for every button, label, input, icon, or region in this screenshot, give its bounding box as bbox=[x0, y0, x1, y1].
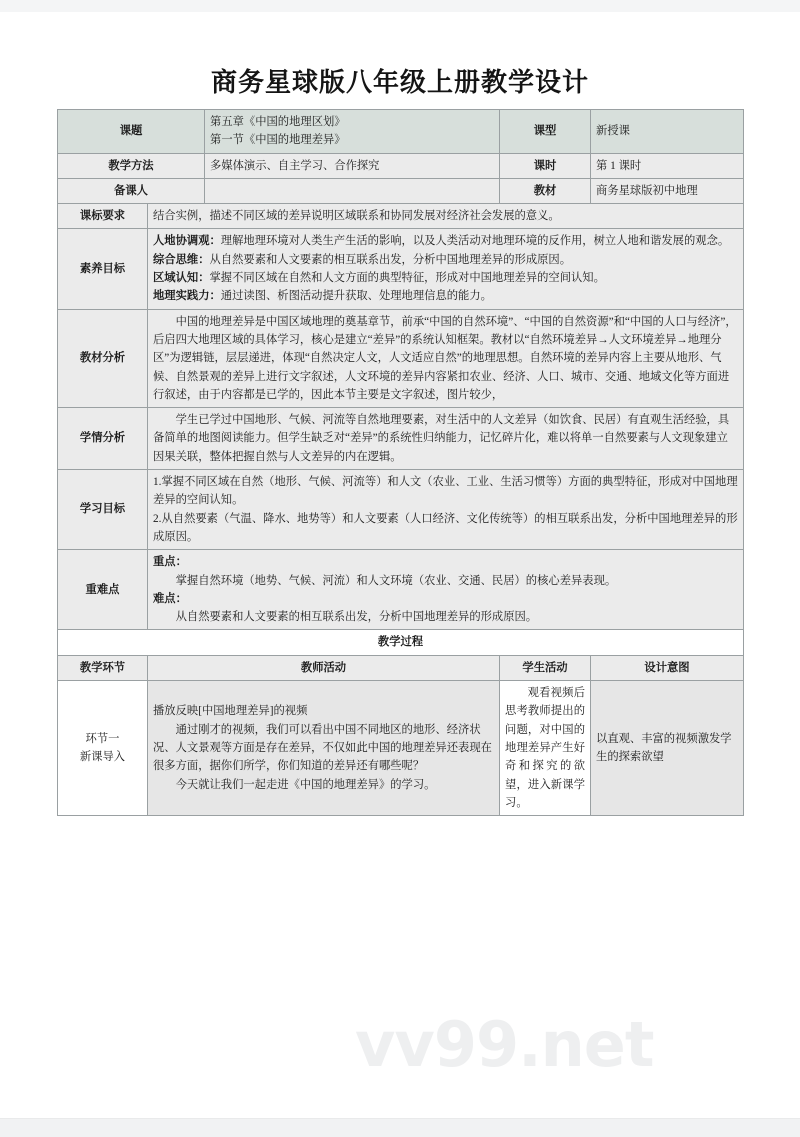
table-row-process-title bbox=[58, 630, 744, 655]
teacher-activity-cell bbox=[148, 681, 500, 816]
student-analysis-text: 学生已学过中国地形、气候、河流等自然地理要素，对生活中的人文差异（如饮食、民居）有直观生活经验，具备简单的地图阅读能力。但学生缺乏对“差异”的系统性归纳能力，记忆碎片化，难以将单一自然要素与人文现象建立因果关联，整体把握自然与人文差异的内在逻辑。 bbox=[153, 414, 730, 463]
student-activity-text: 观看视频后思考教师提出的问题，对中国的地理差异产生好奇和探究的欲望，进入新课学习。 bbox=[505, 687, 586, 809]
table-row-method bbox=[58, 153, 744, 178]
teacher-activity-p2: 通过刚才的视频，我们可以看出中国不同地区的地形、经济状况、人文景观等方面是存在差异，不仅如此中国的地理差异还表现在很多方面，据你们所学，你们知道的差异还有哪些呢？ bbox=[153, 723, 492, 773]
value-teaching-method: 多媒体演示、自主学习、合作探究 bbox=[205, 153, 500, 178]
table-row-material-analysis bbox=[58, 309, 744, 407]
value-topic bbox=[205, 110, 500, 154]
table-row-standard bbox=[58, 204, 744, 229]
label-literacy-goals: 素养目标 bbox=[58, 229, 148, 309]
column-header-design-intent: 设计意图 bbox=[591, 655, 744, 680]
key-points-term: 重点： bbox=[153, 556, 187, 569]
value-lesson-type: 新授课 bbox=[591, 110, 744, 154]
learning-objective-item: 2.从自然要素（气温、降水、地势等）和人文要素（人口经济、文化传统等）的相互联系出发，分析中国地理差异的形成原因。 bbox=[153, 512, 738, 543]
page-edge-bottom bbox=[0, 1118, 800, 1137]
table-row-literacy-goals bbox=[58, 229, 744, 309]
value-standard-requirement: 结合实例，描述不同区域的差异说明区域联系和协同发展对经济社会发展的意义。 bbox=[148, 204, 744, 229]
column-header-teacher-activity: 教师活动 bbox=[148, 655, 500, 680]
design-intent-text: 以直观、丰富的视频激发学生的探索欲望 bbox=[596, 732, 732, 764]
table-row-learning-objectives bbox=[58, 470, 744, 550]
teaching-process-title: 教学过程 bbox=[58, 630, 744, 655]
column-header-stage: 教学环节 bbox=[58, 655, 148, 680]
lesson-plan-table bbox=[57, 109, 744, 816]
label-topic: 课题 bbox=[58, 110, 205, 154]
topic-line-2: 第一节《中国的地理差异》 bbox=[210, 134, 346, 147]
literacy-goal-term: 地理实践力： bbox=[153, 290, 221, 303]
teacher-activity-p1: 播放反映[中国地理差异]的视频 bbox=[153, 705, 308, 718]
value-student-analysis bbox=[148, 408, 744, 470]
literacy-goal-text: 理解地理环境对人类生产生活的影响，以及人类活动对地理环境的反作用，树立人地和谐发展的观念。 bbox=[220, 235, 730, 248]
teacher-activity-p3: 今天就让我们一起走进《中国的地理差异》的学习。 bbox=[175, 778, 436, 791]
literacy-goal-item bbox=[153, 251, 738, 269]
literacy-goal-term: 综合思维： bbox=[153, 253, 210, 266]
label-periods: 课时 bbox=[500, 153, 591, 178]
design-intent-cell bbox=[591, 681, 744, 816]
label-learning-objectives: 学习目标 bbox=[58, 470, 148, 550]
label-material-analysis: 教材分析 bbox=[58, 309, 148, 407]
difficult-points-text: 从自然要素和人文要素的相互联系出发，分析中国地理差异的形成原因。 bbox=[175, 611, 538, 624]
label-lesson-type: 课型 bbox=[500, 110, 591, 154]
value-key-difficulties bbox=[148, 550, 744, 630]
value-periods: 第 1 课时 bbox=[591, 153, 744, 178]
label-standard-requirement: 课标要求 bbox=[58, 204, 148, 229]
literacy-goal-text: 从自然要素和人文要素的相互联系出发，分析中国地理差异的形成原因。 bbox=[209, 253, 572, 266]
key-points-text: 掌握自然环境（地势、气候、河流）和人文环境（农业、交通、民居）的核心差异表现。 bbox=[175, 574, 617, 587]
label-key-difficulties: 重难点 bbox=[58, 550, 148, 630]
literacy-goal-item bbox=[153, 287, 738, 305]
table-row-process-headers bbox=[58, 655, 744, 680]
value-learning-objectives bbox=[148, 470, 744, 550]
table-row-topic bbox=[58, 110, 744, 154]
label-student-analysis: 学情分析 bbox=[58, 408, 148, 470]
stage-line-2: 新课导入 bbox=[79, 751, 126, 764]
label-textbook: 教材 bbox=[500, 178, 591, 203]
literacy-goal-term: 区域认知： bbox=[153, 272, 210, 285]
learning-objective-item: 1.掌握不同区域在自然（地形、气候、河流等）和人文（农业、工业、生活习惯等）方面的典型特征，形成对中国地理差异的空间认知。 bbox=[153, 476, 738, 507]
student-activity-cell bbox=[500, 681, 591, 816]
watermark: vv99.net bbox=[355, 1008, 654, 1081]
label-preparer: 备课人 bbox=[58, 178, 205, 203]
literacy-goal-term: 人地协调观： bbox=[153, 235, 221, 248]
page-title: 商务星球版八年级上册教学设计 bbox=[210, 68, 589, 97]
value-literacy-goals bbox=[148, 229, 744, 309]
table-row-student-analysis bbox=[58, 408, 744, 470]
literacy-goal-item bbox=[153, 232, 738, 250]
table-row-key-difficulties bbox=[58, 550, 744, 630]
stage-cell bbox=[58, 681, 148, 816]
material-analysis-text: 中国的地理差异是中国区域地理的奠基章节，前承“中国的自然环境”、“中国的自然资源”和“中国的人口与经济”，后启四大地理区域的具体学习，核心是建立“差异”的系统认知框架。教材以“自然环境差异→人文环境差异→地理分区”为逻辑链，层层递进，体现“自然决定人文，人文适应自然”的地理思想。自然环境的差异内容上主要从地形、气候、自然景观的差异上进行文字叙述，人文环境的差异内容紧扣农业、经济、人口、城市、交通、地域文化等方面进行叙述，由于内容都是已学的，因此本节主要是文字叙述，图片较少， bbox=[153, 315, 737, 401]
value-textbook: 商务星球版初中地理 bbox=[591, 178, 744, 203]
label-teaching-method: 教学方法 bbox=[58, 153, 205, 178]
difficult-points-term: 难点： bbox=[153, 592, 187, 605]
table-row-preparer bbox=[58, 178, 744, 203]
literacy-goal-item bbox=[153, 269, 738, 287]
literacy-goal-text: 通过读图、析图活动提升获取、处理地理信息的能力。 bbox=[220, 290, 492, 303]
literacy-goal-text: 掌握不同区域在自然和人文方面的典型特征，形成对中国地理差异的空间认知。 bbox=[209, 272, 605, 285]
column-header-student-activity: 学生活动 bbox=[500, 655, 591, 680]
topic-line-1: 第五章《中国的地理区划》 bbox=[210, 116, 346, 128]
value-material-analysis bbox=[148, 309, 744, 407]
stage-line-1: 环节一 bbox=[85, 732, 120, 745]
value-preparer bbox=[205, 178, 500, 203]
table-row-process-body bbox=[58, 681, 744, 816]
